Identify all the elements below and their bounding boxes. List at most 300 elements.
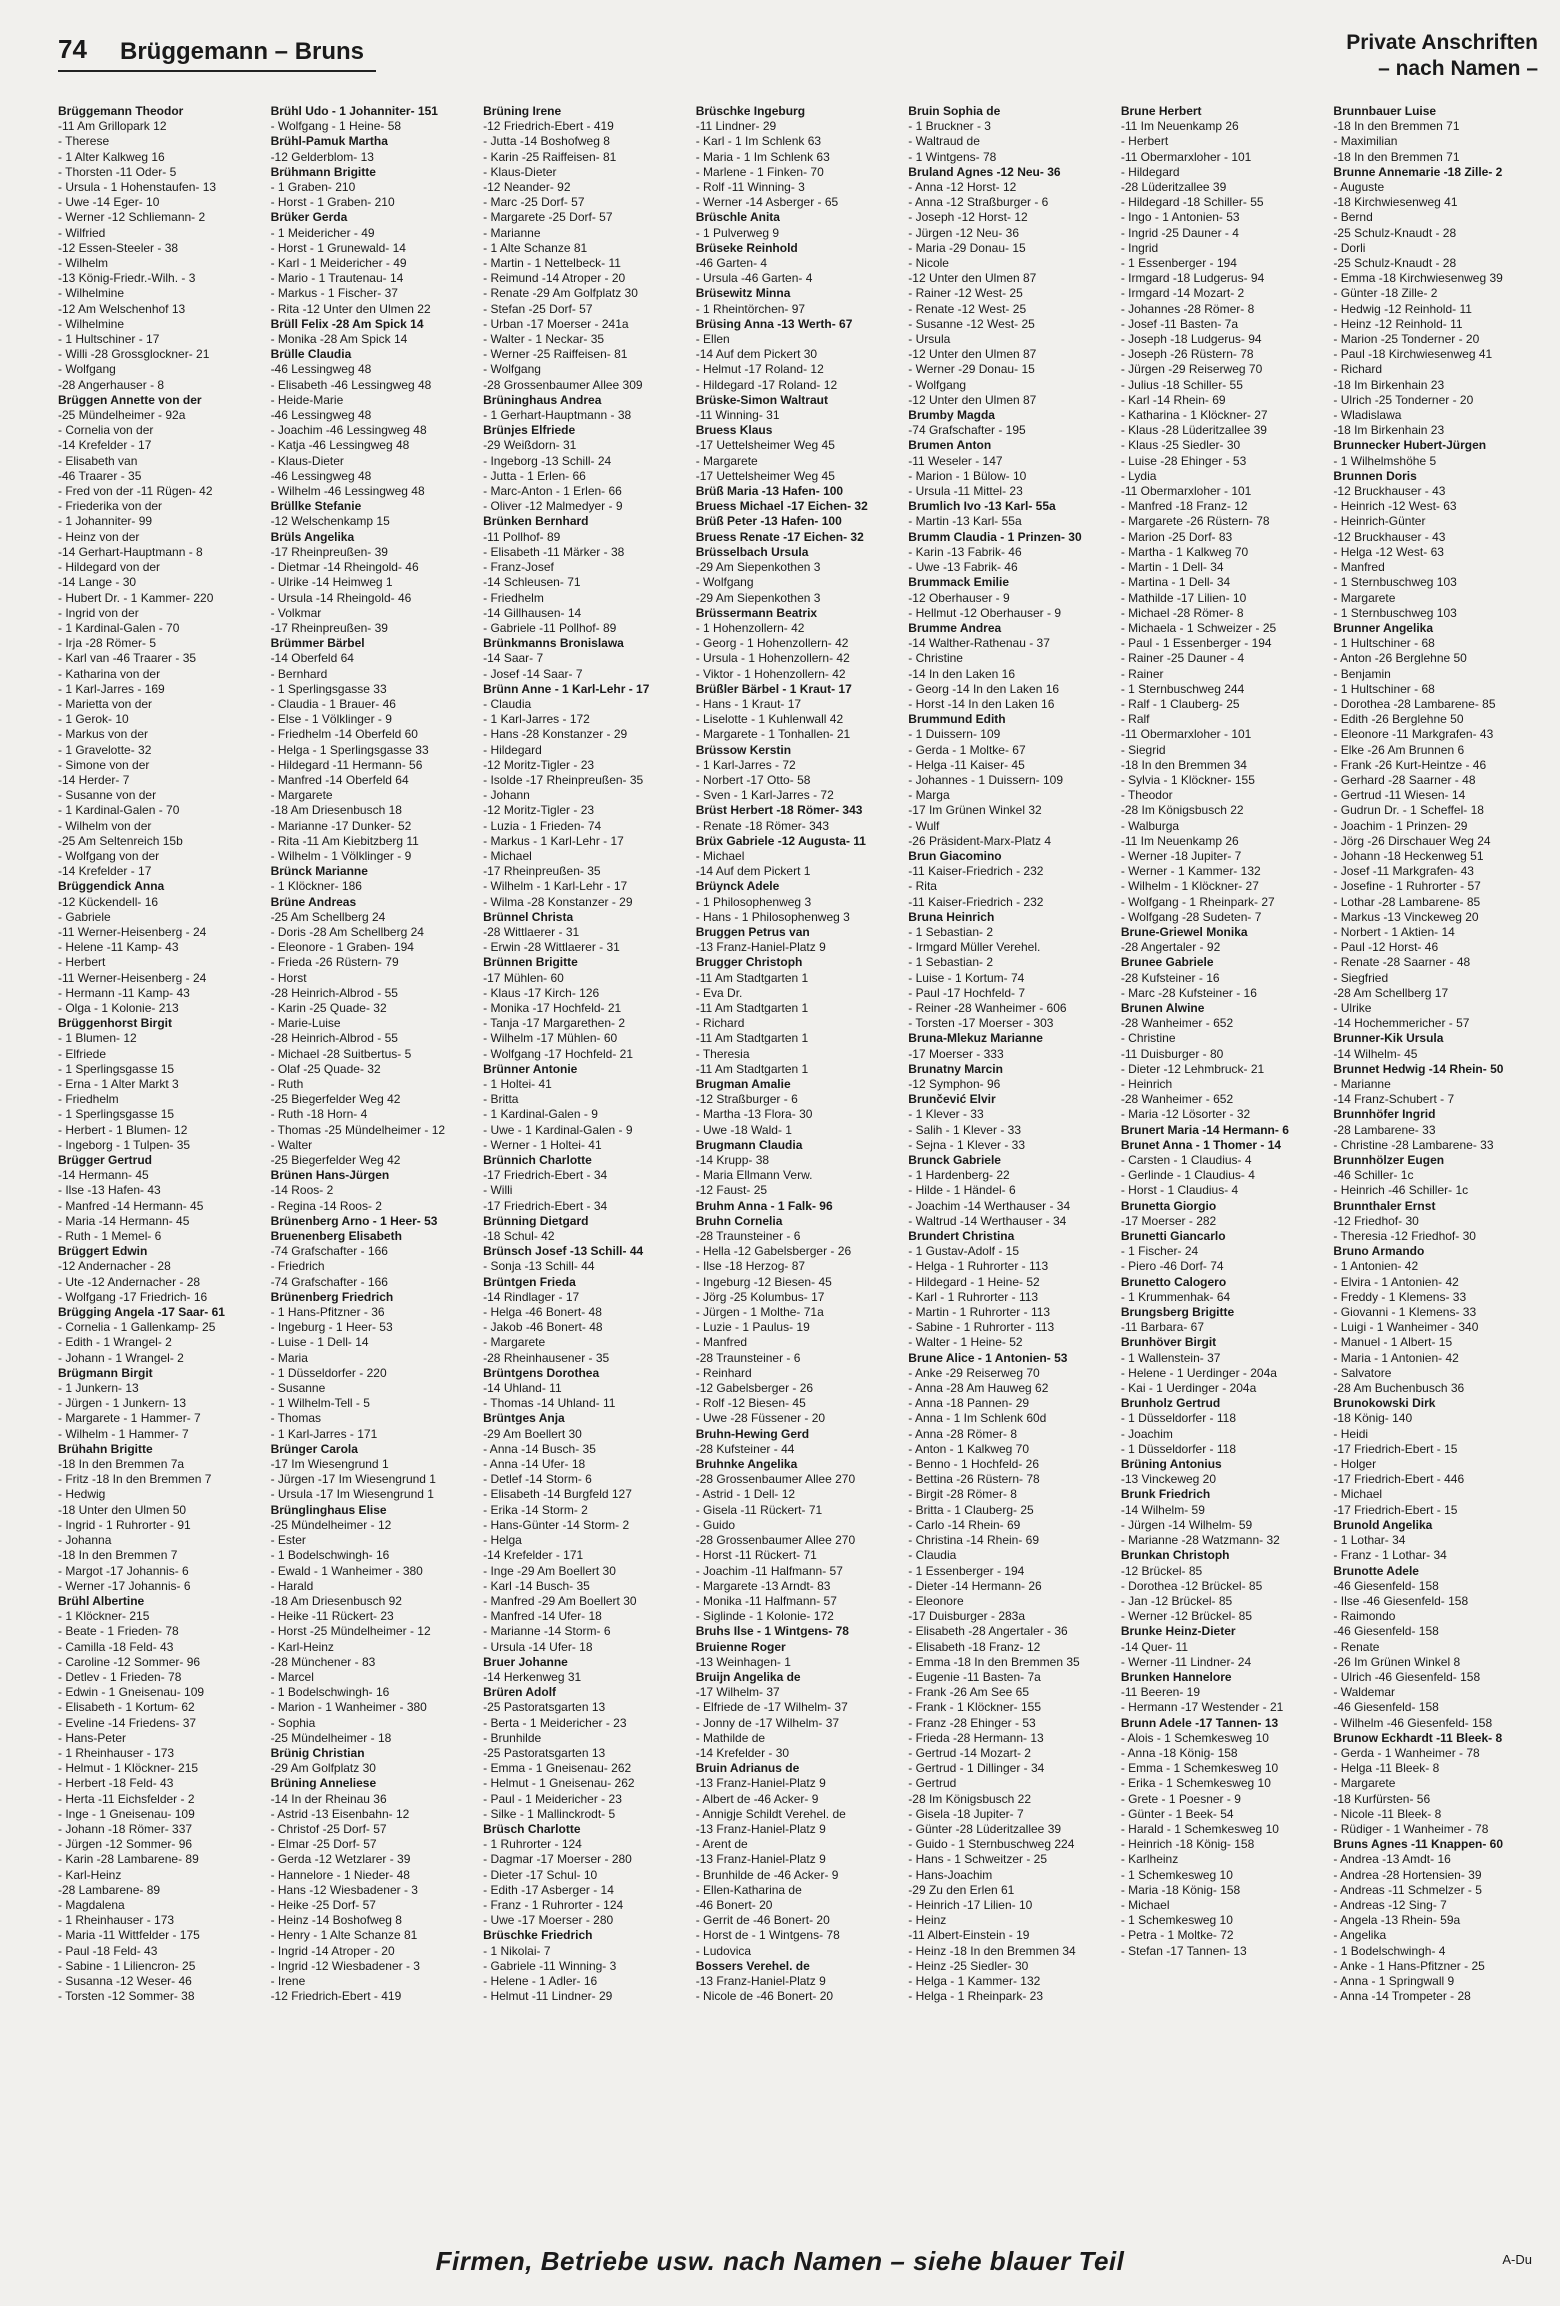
directory-entry: - Ute -12 Andernacher - 28 — [58, 1274, 201, 1289]
directory-entry: -12 Moritz-Tigler - 23 — [483, 757, 595, 772]
directory-entry: - Markus -13 Vinckeweg 20 — [1333, 909, 1479, 924]
directory-entry: -18 In den Bremmen 71 — [1333, 149, 1460, 164]
directory-entry: -74 Grafschafter - 166 — [270, 1274, 388, 1289]
directory-entry: - Helga -12 West- 63 — [1333, 544, 1444, 559]
directory-entry: Brünenberg Friedrich — [270, 1289, 394, 1304]
directory-entry: -12 Unter den Ulmen 87 — [908, 347, 1037, 362]
directory-entry: Brumby Magda — [908, 408, 995, 423]
directory-entry: - Marion -25 Tonderner - 20 — [1333, 332, 1480, 347]
directory-entry: - Brunhilde de -46 Acker- 9 — [695, 1867, 839, 1882]
directory-entry: Bossers Verehel. de — [695, 1958, 810, 1973]
directory-entry: - Angela -13 Rhein- 59a — [1333, 1913, 1461, 1928]
directory-entry: - Torsten -12 Sommer- 38 — [58, 1989, 195, 2004]
directory-entry: Brüning Irene — [483, 104, 562, 118]
directory-entry: - Jürgen - 1 Junkern- 13 — [58, 1396, 187, 1411]
directory-entry: - Gertrud -14 Mozart- 2 — [908, 1745, 1031, 1760]
directory-entry: Brülle Claudia — [270, 347, 352, 362]
directory-entry: - Freddy - 1 Klemens- 33 — [1333, 1289, 1467, 1304]
directory-entry: - Grete - 1 Poesner - 9 — [1120, 1791, 1241, 1806]
directory-entry: -12 Straßburger - 6 — [695, 1092, 798, 1107]
directory-entry: - Eveline -14 Friedens- 37 — [58, 1715, 197, 1730]
directory-entry: - Georg -14 In den Laken 16 — [908, 681, 1060, 696]
directory-entry: - Jonny de -17 Wilhelm- 37 — [695, 1715, 840, 1730]
directory-entry: - Dieter -14 Hermann- 26 — [908, 1578, 1042, 1593]
directory-entry: - 1 Hultschiner - 68 — [1333, 636, 1435, 651]
directory-entry: -28 Münchener - 83 — [270, 1654, 376, 1669]
directory-entry: - Claudia - 1 Brauer- 46 — [270, 696, 396, 711]
directory-entry: - Cornelia von der — [58, 423, 154, 438]
directory-entry: - Johann -18 Römer- 337 — [58, 1821, 193, 1836]
directory-entry: - Joachim -46 Lessingweg 48 — [270, 423, 427, 438]
directory-entry: - Eleonore - 1 Graben- 194 — [270, 940, 414, 955]
directory-entry: - Susanne -12 West- 25 — [908, 316, 1035, 331]
directory-entry: - Albert de -46 Acker- 9 — [695, 1791, 819, 1806]
directory-entry: -46 Schiller- 1c — [1333, 1168, 1414, 1183]
directory-entry: - Fritz -18 In den Bremmen 7 — [58, 1472, 212, 1487]
directory-entry: - Erika -14 Storm- 2 — [483, 1502, 588, 1517]
directory-entry: - Helmut -17 Roland- 12 — [695, 362, 824, 377]
directory-entry: -26 Präsident-Marx-Platz 4 — [908, 833, 1051, 848]
directory-column-6 — [1121, 104, 1326, 2224]
directory-entry: - Karin -25 Raiffeisen- 81 — [483, 149, 617, 164]
directory-entry: - Margarete -13 Arndt- 83 — [695, 1578, 831, 1593]
directory-entry: - Astrid -13 Eisenbahn- 12 — [270, 1806, 410, 1821]
directory-entry: - Gerlinde - 1 Claudius- 4 — [1120, 1168, 1255, 1183]
directory-entry: - 1 Gerok- 10 — [58, 712, 129, 727]
directory-entry: - Theresia -12 Friedhof- 30 — [1333, 1229, 1476, 1244]
directory-entry: - Karin -13 Fabrik- 46 — [908, 544, 1022, 559]
directory-entry: -14 Krupp- 38 — [695, 1153, 770, 1168]
directory-entry: - Christof -25 Dorf- 57 — [270, 1821, 387, 1836]
directory-entry: -17 Im Wiesengrund 1 — [270, 1457, 389, 1472]
directory-entry: -28 Grossenbaumer Allee 270 — [695, 1472, 856, 1487]
directory-entry: -12 Gelderblom- 13 — [270, 149, 374, 164]
directory-entry: - Renate -18 Römer- 343 — [695, 818, 830, 833]
directory-entry: -11 Pollhof- 89 — [483, 529, 561, 544]
directory-entry: Brüggenhorst Birgit — [58, 1016, 172, 1031]
directory-entry: - 1 Gustav-Adolf - 15 — [908, 1244, 1019, 1259]
section-heading — [1346, 30, 1538, 82]
directory-entry: -12 Faust- 25 — [695, 1183, 768, 1198]
directory-entry: - 1 Antonien- 42 — [1333, 1259, 1419, 1274]
directory-entry: -17 Friedrich-Ebert - 34 — [483, 1168, 608, 1183]
directory-entry: - Walburga — [1120, 818, 1180, 833]
directory-entry: - Oliver -12 Malmedyer - 9 — [483, 499, 623, 514]
directory-entry: - Holger — [1333, 1457, 1377, 1472]
directory-entry: -29 Am Boellert 30 — [483, 1426, 582, 1441]
directory-entry: -13 König-Friedr.-Wilh. - 3 — [58, 271, 196, 286]
directory-entry: -46 Lessingweg 48 — [270, 408, 372, 423]
directory-entry: - Simone von der — [58, 757, 150, 772]
directory-entry: -11 Winning- 31 — [695, 408, 780, 423]
directory-entry: -12 Andernacher - 28 — [58, 1259, 171, 1274]
directory-entry: - Eleonore — [908, 1593, 964, 1608]
directory-entry: - Horst - 1 Grunewald- 14 — [270, 240, 406, 255]
directory-entry: - Jakob -46 Bonert- 48 — [483, 1320, 603, 1335]
directory-entry: -25 Pastoratsgarten 13 — [483, 1700, 606, 1715]
directory-entry: Brüschle Anita — [695, 210, 780, 225]
directory-entry: Brunck Gabriele — [908, 1153, 1001, 1168]
directory-entry: - Andrea -13 Amdt- 16 — [1333, 1852, 1451, 1867]
directory-entry: - Margarete - 1 Tonhallen- 21 — [695, 727, 851, 742]
directory-entry: - Wolfgang — [695, 575, 754, 590]
directory-entry: - 1 Sperlingsgasse 33 — [270, 681, 387, 696]
directory-entry: Brunnecker Hubert-Jürgen — [1333, 438, 1487, 453]
directory-entry: - Elisabeth -46 Lessingweg 48 — [270, 377, 432, 392]
directory-entry: - 1 Schemkesweg 10 — [1120, 1913, 1233, 1928]
directory-entry: -14 Lange - 30 — [58, 575, 137, 590]
directory-entry: - Bernhard — [270, 666, 328, 681]
directory-entry: Brüggendick Anna — [58, 879, 165, 894]
directory-entry: - 1 Karl-Jarres - 171 — [270, 1426, 378, 1441]
directory-entry: Bruienne Roger — [695, 1639, 786, 1654]
directory-entry: - Karl - 1 Ruhrorter - 113 — [908, 1289, 1039, 1304]
directory-entry: - Horst - 1 Graben- 210 — [270, 195, 395, 210]
directory-entry: -28 Lüderitzallee 39 — [1120, 180, 1227, 195]
directory-entry: -14 Franz-Schubert - 7 — [1333, 1092, 1455, 1107]
directory-entry: -14 In den Laken 16 — [908, 666, 1016, 681]
directory-entry: - Helga - 1 Sperlingsgasse 33 — [270, 742, 429, 757]
directory-entry: - Hildegard -17 Roland- 12 — [695, 377, 838, 392]
directory-entry: - Manuel - 1 Albert- 15 — [1333, 1335, 1453, 1350]
directory-entry: Brünning Dietgard — [483, 1213, 589, 1228]
directory-entry: Bruggen Petrus van — [695, 924, 810, 939]
directory-entry: - Werner -14 Asberger - 65 — [695, 195, 839, 210]
directory-entry: - 1 Philosophenweg 3 — [695, 894, 812, 909]
directory-entry: - Johann - 1 Wrangel- 2 — [58, 1350, 184, 1365]
directory-entry: -28 Angertaler - 92 — [1120, 940, 1221, 955]
directory-entry: - Joachim — [1120, 1426, 1173, 1441]
directory-entry: - Josef -14 Saar- 7 — [483, 666, 583, 681]
directory-columns — [58, 104, 1538, 2224]
directory-entry: - Norbert - 1 Aktien- 14 — [1333, 924, 1455, 939]
directory-entry: - Harald — [270, 1578, 314, 1593]
directory-entry: - Siegfried — [1333, 970, 1389, 985]
directory-entry: - Guido — [695, 1517, 736, 1532]
directory-entry: -14 Auf dem Pickert 1 — [695, 864, 811, 879]
directory-entry: -11 Obermarxloher - 101 — [1120, 727, 1252, 742]
directory-entry: Brühl Udo - 1 Johanniter- 151 — [270, 104, 438, 118]
directory-entry: - 1 Klöckner- 186 — [270, 879, 362, 894]
directory-entry: - Manfred -18 Franz- 12 — [1120, 499, 1248, 514]
directory-entry: -46 Lessingweg 48 — [270, 468, 372, 483]
directory-entry: -25 Schulz-Knaudt - 28 — [1333, 225, 1457, 240]
directory-entry: -14 Hermann- 45 — [58, 1168, 149, 1183]
directory-entry: - 1 Sebastian- 2 — [908, 924, 993, 939]
directory-entry: - Hildegard -11 Hermann- 56 — [270, 757, 423, 772]
directory-entry: - Ruth - 1 Memel- 6 — [58, 1229, 162, 1244]
directory-entry: - Elfriede — [58, 1046, 107, 1061]
directory-entry: - Wilma -28 Konstanzer - 29 — [483, 894, 633, 909]
directory-entry: - Wladislawa — [1333, 408, 1402, 423]
directory-entry: - Anke - 1 Hans-Pfitzner - 25 — [1333, 1958, 1485, 1973]
directory-entry: Bruhn-Hewing Gerd — [695, 1426, 810, 1441]
directory-entry: -11 Am Stadtgarten 1 — [695, 970, 809, 985]
directory-entry: - Gertrud -11 Wiesen- 14 — [1333, 788, 1466, 803]
directory-entry: - Karin -25 Quade- 32 — [270, 1000, 387, 1015]
directory-entry: - Maria -18 König- 158 — [1120, 1882, 1241, 1897]
directory-entry: - Bettina -26 Rüstern- 78 — [908, 1472, 1040, 1487]
directory-entry: -25 Biegerfelder Weg 42 — [270, 1153, 401, 1168]
directory-entry: Brünnel Christa — [483, 909, 574, 924]
directory-entry: - Astrid - 1 Dell- 12 — [695, 1487, 796, 1502]
directory-entry: -46 Giesenfeld- 158 — [1333, 1624, 1439, 1639]
directory-entry: -18 In den Bremmen 71 — [1333, 119, 1460, 134]
directory-entry: - Heike -25 Dorf- 57 — [270, 1897, 376, 1912]
directory-entry: - Margarete — [695, 453, 758, 468]
directory-entry: - 1 Wilhelm-Tell - 5 — [270, 1396, 370, 1411]
directory-entry: -18 Unter den Ulmen 50 — [58, 1502, 187, 1517]
directory-entry: - 1 Schemkesweg 10 — [1120, 1867, 1233, 1882]
directory-entry: - Marc -25 Dorf- 57 — [483, 195, 585, 210]
directory-entry: - Rita — [908, 879, 937, 894]
directory-entry: - Ulrich -25 Tonderner - 20 — [1333, 392, 1474, 407]
directory-entry: - 1 Karl-Jarres - 72 — [695, 757, 796, 772]
directory-entry: - Camilla -18 Feld- 43 — [58, 1639, 174, 1654]
directory-entry: - Maria -12 Lösorter - 32 — [1120, 1107, 1251, 1122]
directory-entry: - Magdalena — [58, 1897, 125, 1912]
header-rule — [58, 70, 376, 72]
directory-entry: - Walter - 1 Heine- 52 — [908, 1335, 1023, 1350]
directory-entry: Brünglinghaus Elise — [270, 1502, 387, 1517]
directory-entry: - 1 Sternbuschweg 244 — [1120, 681, 1245, 696]
directory-entry: - Mario - 1 Trautenau- 14 — [270, 271, 404, 286]
directory-entry: - Olga - 1 Kolonie- 213 — [58, 1000, 179, 1015]
directory-entry: - Elisabeth - 1 Kortum- 62 — [58, 1700, 195, 1715]
directory-entry: Brune Alice - 1 Antonien- 53 — [908, 1350, 1068, 1365]
directory-entry: - Ursula -17 Im Wiesengrund 1 — [270, 1487, 434, 1502]
directory-entry: Brüynck Adele — [695, 879, 780, 894]
directory-entry: - Anna -18 Pannen- 29 — [908, 1396, 1030, 1411]
directory-entry: - Siegrid — [1120, 742, 1166, 757]
directory-entry: - Maria - 1 Antonien- 42 — [1333, 1350, 1459, 1365]
directory-entry: - Auguste — [1333, 180, 1385, 195]
directory-entry: - Jörg -25 Kolumbus- 17 — [695, 1289, 825, 1304]
directory-entry: -25 Am Seltenreich 15b — [58, 833, 183, 848]
directory-entry: - 1 Alter Kalkweg 16 — [58, 149, 165, 164]
directory-entry: - 1 Kardinal-Galen - 70 — [58, 803, 180, 818]
directory-entry: -28 Grossenbaumer Allee 270 — [695, 1533, 856, 1548]
directory-entry: - Michael -28 Suitbertus- 5 — [270, 1046, 412, 1061]
directory-entry: - Margarete — [270, 788, 333, 803]
directory-entry: - Waltrud -14 Werthauser - 34 — [908, 1213, 1067, 1228]
directory-entry: Brunatny Marcin — [908, 1061, 1003, 1076]
directory-entry: - Joseph -12 Horst- 12 — [908, 210, 1028, 225]
directory-entry: - Ursula — [908, 332, 951, 347]
directory-entry: - Luise - 1 Kortum- 74 — [908, 970, 1025, 985]
directory-entry: - Johann -18 Heckenweg 51 — [1333, 848, 1484, 863]
directory-entry: -13 Franz-Haniel-Platz 9 — [695, 1852, 826, 1867]
directory-entry: -28 Wanheimer - 652 — [1120, 1016, 1234, 1031]
directory-entry: - Volkmar — [270, 605, 322, 620]
directory-entry: - Uwe - 1 Kardinal-Galen - 9 — [483, 1122, 633, 1137]
directory-entry: - Sophia — [270, 1715, 316, 1730]
directory-entry: - Nicole de -46 Bonert- 20 — [695, 1989, 834, 2004]
directory-entry: - Heinrich — [1120, 1077, 1173, 1091]
directory-entry: - Günter -18 Zille- 2 — [1333, 286, 1438, 301]
directory-entry: - Nicole -11 Bleek- 8 — [1333, 1806, 1442, 1821]
directory-entry: -29 Am Siepenkothen 3 — [695, 560, 821, 575]
directory-entry: -14 Auf dem Pickert 30 — [695, 347, 818, 362]
directory-entry: - Elisabeth van — [58, 453, 138, 468]
directory-entry: - Caroline -12 Sommer- 96 — [58, 1654, 201, 1669]
directory-entry: - Michael — [1120, 1897, 1170, 1912]
directory-entry: - Irmgard Müller Verehel. — [908, 940, 1041, 955]
directory-entry: - Rainer -12 West- 25 — [908, 286, 1023, 301]
directory-entry: - 1 Meidericher - 49 — [270, 225, 375, 240]
directory-entry: - Markus von der — [58, 727, 149, 742]
directory-entry: -14 Herkenweg 31 — [483, 1669, 582, 1684]
directory-entry: - Waldemar — [1333, 1685, 1395, 1700]
directory-entry: -17 Uettelsheimer Weg 45 — [695, 468, 835, 483]
directory-entry: - Elisabeth -14 Burgfeld 127 — [483, 1487, 632, 1502]
directory-entry: - Friederika von der — [58, 499, 163, 514]
directory-entry: - Werner -17 Johannis- 6 — [58, 1578, 191, 1593]
directory-entry: - 1 Düsseldorfer - 220 — [270, 1365, 387, 1380]
directory-entry: - Werner -11 Lindner- 24 — [1120, 1654, 1252, 1669]
directory-entry: Brugger Christoph — [695, 955, 803, 970]
directory-entry: - Ellen-Katharina de — [695, 1882, 802, 1897]
directory-entry: -12 Symphon- 96 — [908, 1077, 1001, 1091]
directory-entry: Brünnich Charlotte — [483, 1153, 592, 1168]
directory-entry: - Anna -18 König- 158 — [1120, 1745, 1238, 1760]
directory-entry: - 1 Hardenberg- 22 — [908, 1168, 1010, 1183]
directory-entry: Bruer Johanne — [483, 1654, 568, 1669]
directory-entry: -14 Wilhelm- 45 — [1333, 1046, 1418, 1061]
directory-entry: - Franz - 1 Ruhrorter - 124 — [483, 1897, 624, 1912]
directory-entry: - Raimondo — [1333, 1609, 1396, 1624]
directory-entry: - Irene — [270, 1973, 306, 1988]
directory-entry: - Ingeborg - 1 Tulpen- 35 — [58, 1137, 191, 1152]
directory-entry: -17 Moerser - 333 — [908, 1046, 1004, 1061]
directory-entry: - 1 Gerhart-Hauptmann - 38 — [483, 408, 632, 423]
directory-entry: - Dagmar -17 Moerser - 280 — [483, 1852, 632, 1867]
directory-entry: - Wolfgang -17 Hochfeld- 21 — [483, 1046, 633, 1061]
directory-entry: -28 Im Königsbusch 22 — [908, 1791, 1032, 1806]
directory-entry: - Regina -14 Roos- 2 — [270, 1198, 382, 1213]
directory-entry: - Emma - 1 Gneisenau- 262 — [483, 1761, 632, 1776]
directory-entry: - Sven - 1 Karl-Jarres - 72 — [695, 788, 834, 803]
directory-entry: - Jürgen - 1 Molthe- 71a — [695, 1305, 824, 1320]
directory-entry: -25 Biegerfelder Weg 42 — [270, 1092, 401, 1107]
directory-entry: - 1 Alte Schanze 81 — [483, 240, 588, 255]
directory-entry: - Hedwig — [58, 1487, 106, 1502]
directory-entry: - Uwe -17 Moerser - 280 — [483, 1913, 614, 1928]
directory-entry: -17 Moerser - 282 — [1120, 1213, 1217, 1228]
directory-entry: Brunnhöfer Ingrid — [1333, 1107, 1436, 1122]
directory-entry: -18 Schul- 42 — [483, 1229, 555, 1244]
directory-entry: - Klaus-Dieter — [483, 164, 557, 179]
directory-entry: Bruenenberg Elisabeth — [270, 1229, 402, 1244]
directory-entry: - Anton -26 Berglehne 50 — [1333, 651, 1467, 666]
directory-entry: - 1 Sternbuschweg 103 — [1333, 575, 1457, 590]
directory-entry: - Elmar -25 Dorf- 57 — [270, 1837, 377, 1852]
directory-entry: Brüx Gabriele -12 Augusta- 11 — [695, 833, 866, 848]
directory-entry: Brümmer Bärbel — [270, 636, 365, 651]
directory-entry: -28 Wittlaerer - 31 — [483, 924, 580, 939]
directory-entry: Brüntges Anja — [483, 1411, 565, 1426]
directory-entry: - Manfred -29 Am Boellert 30 — [483, 1593, 637, 1608]
directory-entry: - Marianne -28 Watzmann- 32 — [1120, 1533, 1280, 1548]
directory-entry: Bruin Adrianus de — [695, 1761, 800, 1776]
directory-entry: - Sonja -13 Schill- 44 — [483, 1259, 595, 1274]
directory-entry: - Anna - 1 Im Schlenk 60d — [908, 1411, 1047, 1426]
directory-column-5 — [908, 104, 1113, 2224]
directory-entry: - Wilhelm - 1 Hammer- 7 — [58, 1426, 189, 1441]
directory-entry: -25 Pastoratsgarten 13 — [483, 1745, 606, 1760]
directory-entry: - Martin - 1 Nettelbeck- 11 — [483, 256, 621, 271]
directory-entry: -26 Im Grünen Winkel 8 — [1333, 1654, 1461, 1669]
directory-entry: - Marga — [908, 788, 950, 803]
directory-entry: - 1 Gravelotte- 32 — [58, 742, 152, 757]
directory-entry: Brügging Angela -17 Saar- 61 — [58, 1305, 225, 1320]
directory-entry: Bruhn Cornelia — [695, 1213, 783, 1228]
directory-entry: -14 Roos- 2 — [270, 1183, 334, 1198]
directory-entry: - 1 Bodelschwingh- 16 — [270, 1685, 390, 1700]
directory-entry: Brüschke Friedrich — [483, 1928, 593, 1943]
directory-entry: - Gabriele -11 Pollhof- 89 — [483, 620, 617, 635]
directory-entry: - Friedhelm — [58, 1092, 119, 1107]
directory-entry: -17 Friedrich-Ebert - 446 — [1333, 1472, 1465, 1487]
directory-entry: Brumme Andrea — [908, 620, 1002, 635]
directory-entry: Brunen Alwine — [1120, 1000, 1205, 1015]
directory-entry: - Wolfgang — [908, 377, 967, 392]
directory-entry: - 1 Düsseldorfer - 118 — [1120, 1411, 1237, 1426]
directory-entry: - 1 Junkern- 13 — [58, 1381, 139, 1396]
directory-entry: - Monika -11 Halfmann- 57 — [695, 1593, 837, 1608]
directory-entry: - Hildegard — [483, 742, 542, 757]
directory-entry: -11 Duisburger - 80 — [1120, 1046, 1224, 1061]
directory-entry: Bruland Agnes -12 Neu- 36 — [908, 164, 1061, 179]
directory-entry: - 1 Bodelschwingh- 16 — [270, 1548, 390, 1563]
directory-entry: Brühmann Brigitte — [270, 164, 376, 179]
directory-entry: - 1 Krummenhak- 64 — [1120, 1289, 1231, 1304]
directory-entry: - Johann — [483, 788, 530, 803]
directory-entry: -12 Bruckhauser - 43 — [1333, 529, 1446, 544]
directory-entry: - Hannelore - 1 Nieder- 48 — [270, 1867, 410, 1882]
directory-entry: - Inge - 1 Gneisenau- 109 — [58, 1806, 195, 1821]
directory-entry: - Renate — [1333, 1639, 1380, 1654]
directory-entry: -12 Neander- 92 — [483, 180, 571, 195]
directory-entry: -11 Im Neuenkamp 26 — [1120, 833, 1239, 848]
directory-entry: -29 Am Siepenkothen 3 — [695, 590, 821, 605]
directory-entry: - Margarete - 1 Hammer- 7 — [58, 1411, 201, 1426]
directory-entry: -13 Franz-Haniel-Platz 9 — [695, 1821, 826, 1836]
directory-entry: - Ruth -18 Horn- 4 — [270, 1107, 368, 1122]
directory-entry: - Margarete -26 Rüstern- 78 — [1120, 514, 1270, 529]
directory-entry: - 1 Karl-Jarres - 169 — [58, 681, 165, 696]
directory-entry: - Margarete -25 Dorf- 57 — [483, 210, 613, 225]
directory-entry: - Sabine - 1 Ruhrorter - 113 — [908, 1320, 1055, 1335]
directory-entry: - Wolfgang - 1 Rheinpark- 27 — [1120, 894, 1275, 909]
directory-entry: - Wilhelm - 1 Völklinger - 9 — [270, 848, 412, 863]
directory-entry: - Willi -28 Grossglockner- 21 — [58, 347, 210, 362]
directory-entry: - Werner -12 Schliemann- 2 — [58, 210, 206, 225]
directory-entry: - Ruth — [270, 1077, 304, 1091]
directory-entry: - Dorothea -12 Brückel- 85 — [1120, 1578, 1263, 1593]
directory-entry: Brüsewitz Minna — [695, 286, 791, 301]
directory-entry: Brüggemann Theodor — [58, 104, 184, 118]
directory-entry: -28 Wanheimer - 652 — [1120, 1092, 1234, 1107]
directory-entry: - Susanne von der — [58, 788, 157, 803]
directory-entry: - Ingrid -14 Atroper - 20 — [270, 1943, 395, 1958]
directory-entry: Brunk Friedrich — [1120, 1487, 1211, 1502]
directory-entry: -28 Lambarene- 89 — [58, 1882, 161, 1897]
directory-entry: -29 Am Golfplatz 30 — [270, 1761, 376, 1776]
directory-entry: - Katja -46 Lessingweg 48 — [270, 438, 410, 453]
directory-entry: - Reimund -14 Atroper - 20 — [483, 271, 626, 286]
directory-entry: - Eugenie -11 Basten- 7a — [908, 1669, 1041, 1684]
